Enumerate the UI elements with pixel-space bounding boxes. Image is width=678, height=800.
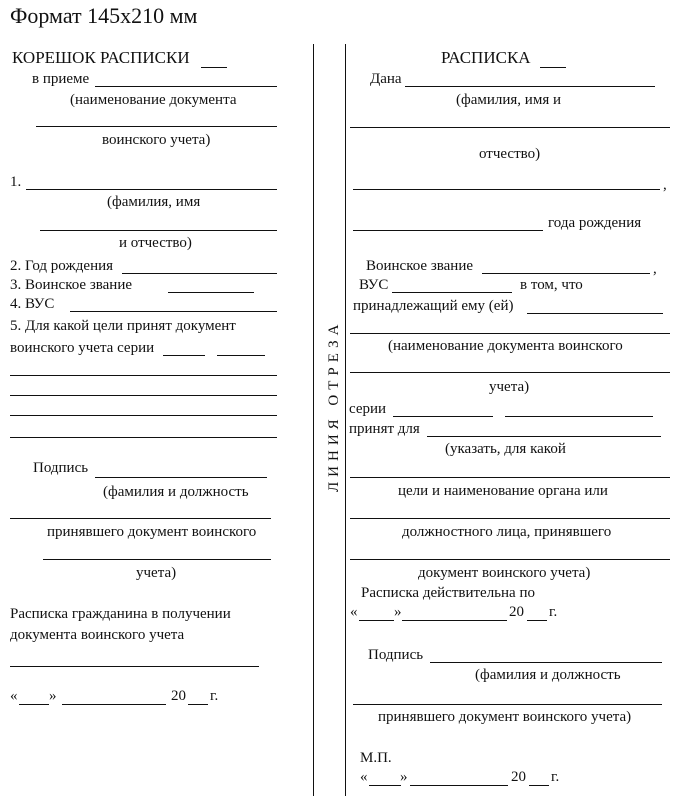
receipt-official-field[interactable] (350, 559, 670, 560)
stub-year-suffix: г. (210, 688, 219, 704)
stub-item-1: 1. (10, 174, 22, 190)
receipt-hint-purpose: цели и наименование органа или (398, 483, 608, 499)
stub-item-5-series: воинского учета серии (10, 340, 155, 356)
stub-hint-military-record: воинского учета) (102, 132, 211, 148)
receipt-hint-specify: (указать, для какой (445, 441, 566, 457)
receipt-hint-record-close: учета) (489, 379, 530, 395)
receipt-vus-label: ВУС (359, 277, 389, 293)
receipt-official-name-field[interactable] (353, 704, 662, 705)
stub-series-field-2[interactable] (217, 355, 265, 356)
stub-citizen-signature-field[interactable] (10, 666, 259, 667)
receipt-belonging-field[interactable] (527, 313, 663, 314)
receipt-day-field[interactable] (369, 785, 401, 786)
stub-rank-field[interactable] (168, 292, 254, 293)
receipt-signature-field[interactable] (430, 662, 662, 663)
receipt-hint-document-name: (наименование документа воинского (388, 338, 623, 354)
stub-document-field[interactable] (95, 86, 277, 87)
stub-hint-patronymic: и отчество) (119, 235, 192, 251)
receipt-valid-until-label: Расписка действительна по (361, 585, 535, 601)
receipt-quote-close-1: » (394, 604, 402, 620)
stub-item-5-purpose: 5. Для какой цели принят документ (10, 318, 236, 334)
receipt-hint-official: должностного лица, принявшего (402, 524, 612, 540)
receipt-valid-year-prefix: 20 (509, 604, 524, 620)
receipt-hint-name: (фамилия, имя и (456, 92, 561, 108)
receipt-year-suffix: г. (551, 769, 560, 785)
receipt-purpose-field[interactable] (350, 477, 670, 478)
stub-vus-field[interactable] (70, 311, 277, 312)
receipt-series-field[interactable] (393, 416, 493, 417)
receipt-given-field[interactable] (405, 86, 655, 87)
stub-name-field[interactable] (26, 189, 277, 190)
stub-number-field[interactable] (201, 67, 227, 68)
receipt-document-field[interactable] (350, 333, 670, 334)
stub-quote-close: » (49, 688, 57, 704)
stub-day-field[interactable] (19, 704, 49, 705)
stub-hint-name-position: (фамилия и должность (103, 484, 249, 500)
stub-item-4-vus: 4. ВУС (10, 296, 55, 312)
stub-hint-document-name: (наименование документа (70, 92, 237, 108)
receipt-belonging-label: принадлежащий ему (ей) (353, 298, 514, 314)
stub-signature-label: Подпись (33, 460, 89, 476)
stub-hint-accepted-doc: принявшего документ воинского (47, 524, 257, 540)
receipt-comma-2: , (653, 261, 657, 277)
receipt-quote-open-2: « (360, 769, 368, 785)
receipt-quote-open-1: « (350, 604, 358, 620)
receipt-signature-label: Подпись (368, 647, 424, 663)
stub-purpose-line-3[interactable] (10, 415, 277, 416)
receipt-series-label: серии (349, 401, 387, 417)
receipt-organ-field[interactable] (350, 518, 670, 519)
receipt-document-field-2[interactable] (350, 372, 670, 373)
receipt-accepted-for-field[interactable] (427, 436, 661, 437)
receipt-number-field[interactable] (540, 67, 566, 68)
stub-hint-record-close: учета) (136, 565, 177, 581)
receipt-quote-close-2: » (400, 769, 408, 785)
stub-official-field-2[interactable] (43, 559, 271, 560)
receipt-hint-name-position: (фамилия и должность (475, 667, 621, 683)
stub-purpose-line-2[interactable] (10, 395, 277, 396)
stub-series-field-1[interactable] (163, 355, 205, 356)
receipt-rank-label: Воинское звание (366, 258, 474, 274)
receipt-stamp-place: М.П. (360, 750, 392, 766)
receipt-rank-field[interactable] (482, 273, 650, 274)
stub-item-2-birth-year: 2. Год рождения (10, 258, 114, 274)
receipt-given-label: Дана (370, 71, 402, 87)
stub-quote-open: « (10, 688, 18, 704)
stub-month-field[interactable] (62, 704, 166, 705)
stub-receipt-line-2: документа воинского учета (10, 627, 185, 643)
receipt-hint-accepted-doc: принявшего документ воинского учета) (378, 709, 632, 725)
stub-header: КОРЕШОК РАСПИСКИ (12, 48, 190, 67)
receipt-year-field[interactable] (529, 785, 549, 786)
stub-birth-year-field[interactable] (122, 273, 277, 274)
receipt-year-of-birth-label: года рождения (548, 215, 642, 231)
stub-purpose-line-4[interactable] (10, 437, 277, 438)
receipt-accepted-for-label: принят для (349, 421, 420, 437)
receipt-valid-year-field[interactable] (527, 620, 547, 621)
receipt-valid-day-field[interactable] (359, 620, 394, 621)
stub-divider (313, 44, 314, 796)
receipt-divider (345, 44, 346, 796)
receipt-hint-document: документ воинского учета) (418, 565, 591, 581)
stub-year-prefix: 20 (171, 688, 186, 704)
cut-line-label: ЛИНИЯ ОТРЕЗА (326, 319, 342, 492)
stub-hint-name: (фамилия, имя (107, 194, 201, 210)
stub-document-field-2[interactable] (36, 126, 277, 127)
stub-item-3-rank: 3. Воинское звание (10, 277, 133, 293)
format-title: Формат 145х210 мм (10, 3, 198, 28)
receipt-hint-patronymic: отчество) (479, 146, 541, 162)
receipt-vus-field[interactable] (392, 292, 512, 293)
receipt-year-prefix: 20 (511, 769, 526, 785)
receipt-valid-month-field[interactable] (402, 620, 507, 621)
stub-purpose-line-1[interactable] (10, 375, 277, 376)
stub-receipt-line-1: Расписка гражданина в получении (10, 606, 231, 622)
receipt-comma-1: , (663, 177, 667, 193)
receipt-month-field[interactable] (410, 785, 508, 786)
stub-official-field[interactable] (10, 518, 271, 519)
receipt-valid-year-suffix: г. (549, 604, 558, 620)
receipt-in-that: в том, что (520, 277, 583, 293)
stub-in-receipt-label: в приеме (32, 71, 90, 87)
receipt-name-field[interactable] (350, 127, 670, 128)
stub-signature-field[interactable] (95, 477, 267, 478)
receipt-patronymic-field[interactable] (353, 189, 660, 190)
receipt-birth-year-field[interactable] (353, 230, 543, 231)
stub-year-field[interactable] (188, 704, 208, 705)
receipt-header: РАСПИСКА (441, 48, 531, 67)
stub-patronymic-field[interactable] (40, 230, 277, 231)
receipt-number-field-2[interactable] (505, 416, 653, 417)
